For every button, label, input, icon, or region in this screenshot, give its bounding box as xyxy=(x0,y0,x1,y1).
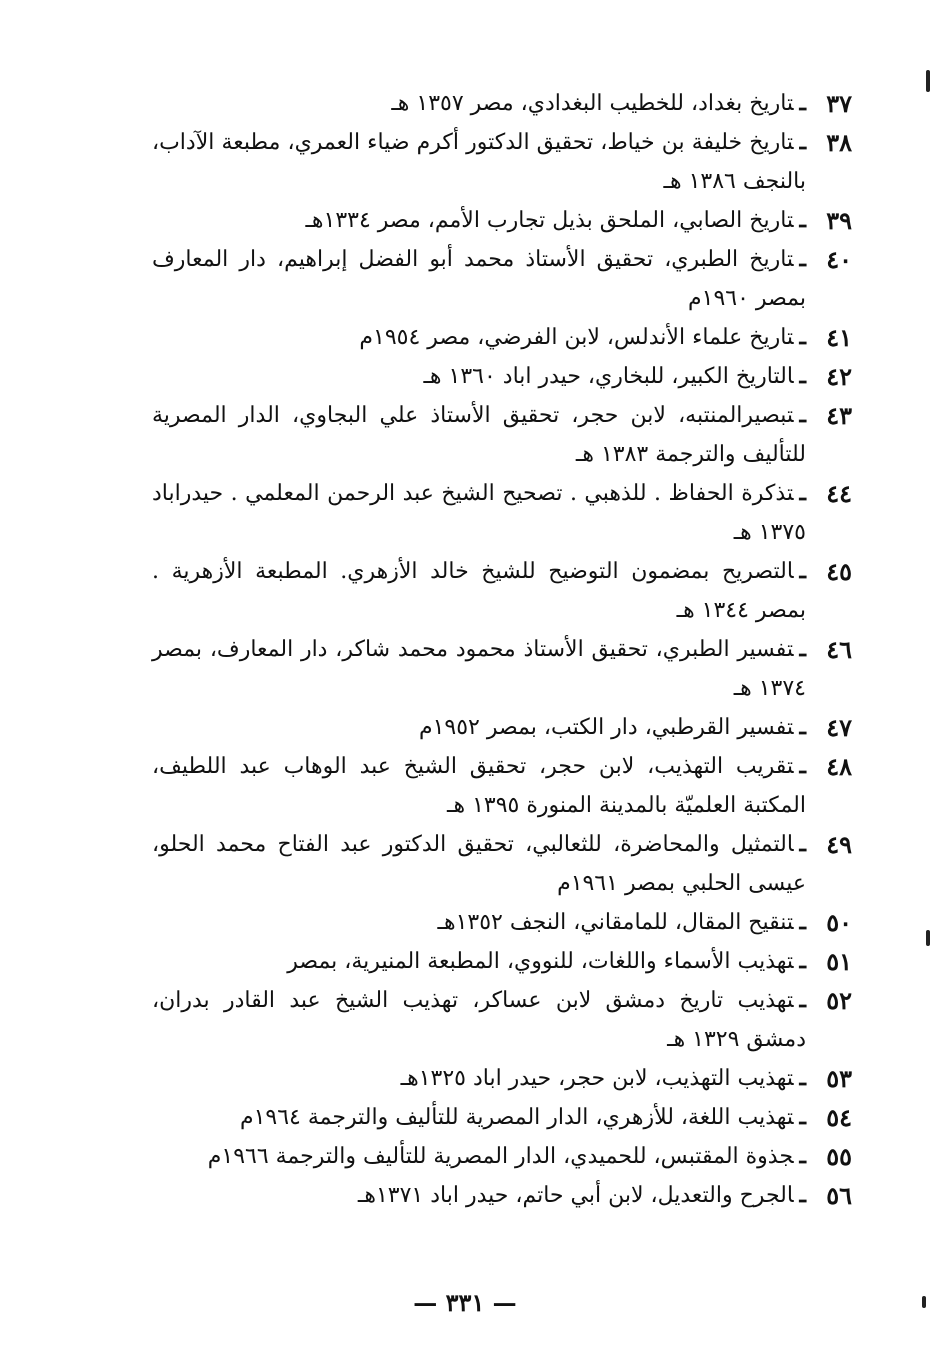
entry-dash: ـ xyxy=(799,1104,806,1130)
list-item xyxy=(152,357,852,396)
entry-dash: ـ xyxy=(799,402,806,428)
entry-dash: ـ xyxy=(799,90,806,116)
entry-citation xyxy=(152,123,806,201)
entry-dash: ـ xyxy=(799,363,806,389)
entry-dash: ـ xyxy=(799,558,806,584)
entry-text: تذكرة الحفاظ . للذهبي . تصحيح الشيخ عبد الرحمن المعلمي . حيدراباد ١٣٧٥ هـ xyxy=(152,481,806,545)
entry-number: ٣٩ xyxy=(826,206,852,235)
entry-dash: ـ xyxy=(799,714,806,740)
entry-text: جذوة المقتبس، للحميدي، الدار المصرية للتأليف والترجمة ١٩٦٦م xyxy=(207,1144,794,1169)
entry-text: تهذيب التهذيب، لابن حجر، حيدر اباد ١٣٢٥هـ xyxy=(400,1066,794,1091)
list-item xyxy=(152,1176,852,1215)
entry-text: تاريخ خليفة بن خياط، تحقيق الدكتور أكرم ضياء العمري، مطبعة الآداب، بالنجف ١٣٨٦ هـ xyxy=(152,130,806,194)
list-item xyxy=(152,981,852,1059)
entry-citation xyxy=(152,1059,806,1098)
entry-text: تقريب التهذيب، لابن حجر، تحقيق الشيخ عبد الوهاب عبد اللطيف، المكتبة العلميّة بالمدينة المنورة ١٣٩٥ هـ xyxy=(152,754,806,818)
entry-number: ٥٤ xyxy=(826,1103,852,1132)
entry-dash: ـ xyxy=(799,246,806,272)
entry-citation xyxy=(152,825,806,903)
entry-text: تهذيب اللغة، للأزهري، الدار المصرية للتأليف والترجمة ١٩٦٤م xyxy=(239,1105,794,1130)
entry-number: ٤٥ xyxy=(826,557,852,586)
entry-dash: ـ xyxy=(799,948,806,974)
entry-citation xyxy=(152,357,806,396)
entry-citation xyxy=(152,708,806,747)
entry-citation xyxy=(152,1176,806,1215)
entry-citation xyxy=(152,1137,806,1176)
entry-number: ٤٠ xyxy=(826,245,852,274)
entry-number: ٤١ xyxy=(826,323,852,352)
entry-text: التصريح بمضمون التوضيح للشيخ خالد الأزهري. المطبعة الأزهرية . بمصر ١٣٤٤ هـ xyxy=(152,559,806,623)
entry-dash: ـ xyxy=(799,831,806,857)
margin-mark xyxy=(922,1296,926,1308)
margin-mark xyxy=(926,930,930,946)
entry-citation xyxy=(152,747,806,825)
list-item xyxy=(152,201,852,240)
entry-text: تهذيب الأسماء واللغات، للنووي، المطبعة المنيرية، بمصر xyxy=(287,949,794,974)
entry-text: التمثيل والمحاضرة، للثعالبي، تحقيق الدكتور عبد الفتاح محمد الحلو، عيسى الحلبي بمصر ١٩٦١م xyxy=(152,832,806,896)
list-item xyxy=(152,240,852,318)
entry-text: الجرح والتعديل، لابن أبي حاتم، حيدر اباد ١٣٧١هـ xyxy=(357,1183,794,1208)
entry-text: تاريخ بغداد، للخطيب البغدادي، مصر ١٣٥٧ هـ xyxy=(391,91,794,116)
entry-number: ٥٥ xyxy=(826,1142,852,1171)
entry-number: ٥٣ xyxy=(826,1064,852,1093)
bibliography-list xyxy=(152,84,852,1215)
list-item xyxy=(152,747,852,825)
entry-dash: ـ xyxy=(799,753,806,779)
list-item xyxy=(152,630,852,708)
entry-dash: ـ xyxy=(799,480,806,506)
entry-dash: ـ xyxy=(799,1065,806,1091)
list-item xyxy=(152,942,852,981)
list-item xyxy=(152,552,852,630)
list-item xyxy=(152,318,852,357)
entry-citation xyxy=(152,84,806,123)
list-item xyxy=(152,396,852,474)
entry-number: ٤٣ xyxy=(826,401,852,430)
entry-citation xyxy=(152,396,806,474)
list-item xyxy=(152,123,852,201)
entry-citation xyxy=(152,552,806,630)
entry-dash: ـ xyxy=(799,909,806,935)
entry-text: تهذيب تاريخ دمشق لابن عساكر، تهذيب الشيخ عبد القادر بدران، دمشق ١٣٢٩ هـ xyxy=(152,988,806,1052)
entry-number: ٤٨ xyxy=(826,752,852,781)
entry-citation xyxy=(152,981,806,1059)
list-item xyxy=(152,1137,852,1176)
list-item xyxy=(152,903,852,942)
entry-text: تنقيح المقال، للمامقاني، النجف ١٣٥٢هـ xyxy=(437,910,794,935)
entry-number: ٥٢ xyxy=(826,986,852,1015)
entry-dash: ـ xyxy=(799,636,806,662)
entry-dash: ـ xyxy=(799,1182,806,1208)
entry-text: تفسير القرطبي، دار الكتب، بمصر ١٩٥٢م xyxy=(418,715,794,740)
entry-citation xyxy=(152,903,806,942)
entry-citation xyxy=(152,201,806,240)
entry-dash: ـ xyxy=(799,129,807,155)
entry-number: ٤٢ xyxy=(826,362,852,391)
entry-dash: ـ xyxy=(799,1143,806,1169)
entry-citation xyxy=(152,318,806,357)
entry-number: ٥٠ xyxy=(826,908,852,937)
entry-number: ٣٧ xyxy=(826,89,852,118)
entry-number: ٤٩ xyxy=(826,830,852,859)
entry-text: تاريخ الطبري، تحقيق الأستاذ محمد أبو الفضل إبراهيم، دار المعارف بمصر ١٩٦٠م xyxy=(152,247,806,311)
entry-text: تاريخ الصابي، الملحق بذيل تجارب الأمم، مصر ١٣٣٤هـ xyxy=(305,208,794,233)
entry-dash: ـ xyxy=(799,324,806,350)
entry-number: ٤٧ xyxy=(826,713,852,742)
list-item xyxy=(152,825,852,903)
entry-text: تبصيرالمنتبه، لابن حجر، تحقيق الأستاذ علي البجاوي، الدار المصرية للتأليف والترجمة ١٣٨٣ هـ xyxy=(152,403,806,467)
entry-citation xyxy=(152,942,806,981)
entry-citation xyxy=(152,630,806,708)
entry-number: ٥١ xyxy=(826,947,852,976)
list-item xyxy=(152,708,852,747)
list-item xyxy=(152,1098,852,1137)
entry-number: ٤٦ xyxy=(826,635,852,664)
entry-number: ٥٦ xyxy=(826,1181,852,1210)
entry-dash: ـ xyxy=(799,207,806,233)
list-item xyxy=(152,1059,852,1098)
entry-dash: ـ xyxy=(799,987,806,1013)
entry-text: التاريخ الكبير، للبخاري، حيدر اباد ١٣٦٠ هـ xyxy=(423,364,794,389)
entry-citation xyxy=(152,474,806,552)
margin-mark xyxy=(926,70,930,92)
entry-citation xyxy=(152,240,806,318)
entry-number: ٤٤ xyxy=(826,479,852,508)
entry-number: ٣٨ xyxy=(826,128,852,157)
entry-text: تاريخ علماء الأندلس، لابن الفرضي، مصر ١٩٥٤م xyxy=(359,325,794,350)
page-number: — ٣٣١ — xyxy=(413,1288,517,1317)
list-item xyxy=(152,84,852,123)
entry-text: تفسير الطبري، تحقيق الأستاذ محمود محمد شاكر، دار المعارف، بمصر ١٣٧٤ هـ xyxy=(152,637,806,701)
entry-citation xyxy=(152,1098,806,1137)
list-item xyxy=(152,474,852,552)
